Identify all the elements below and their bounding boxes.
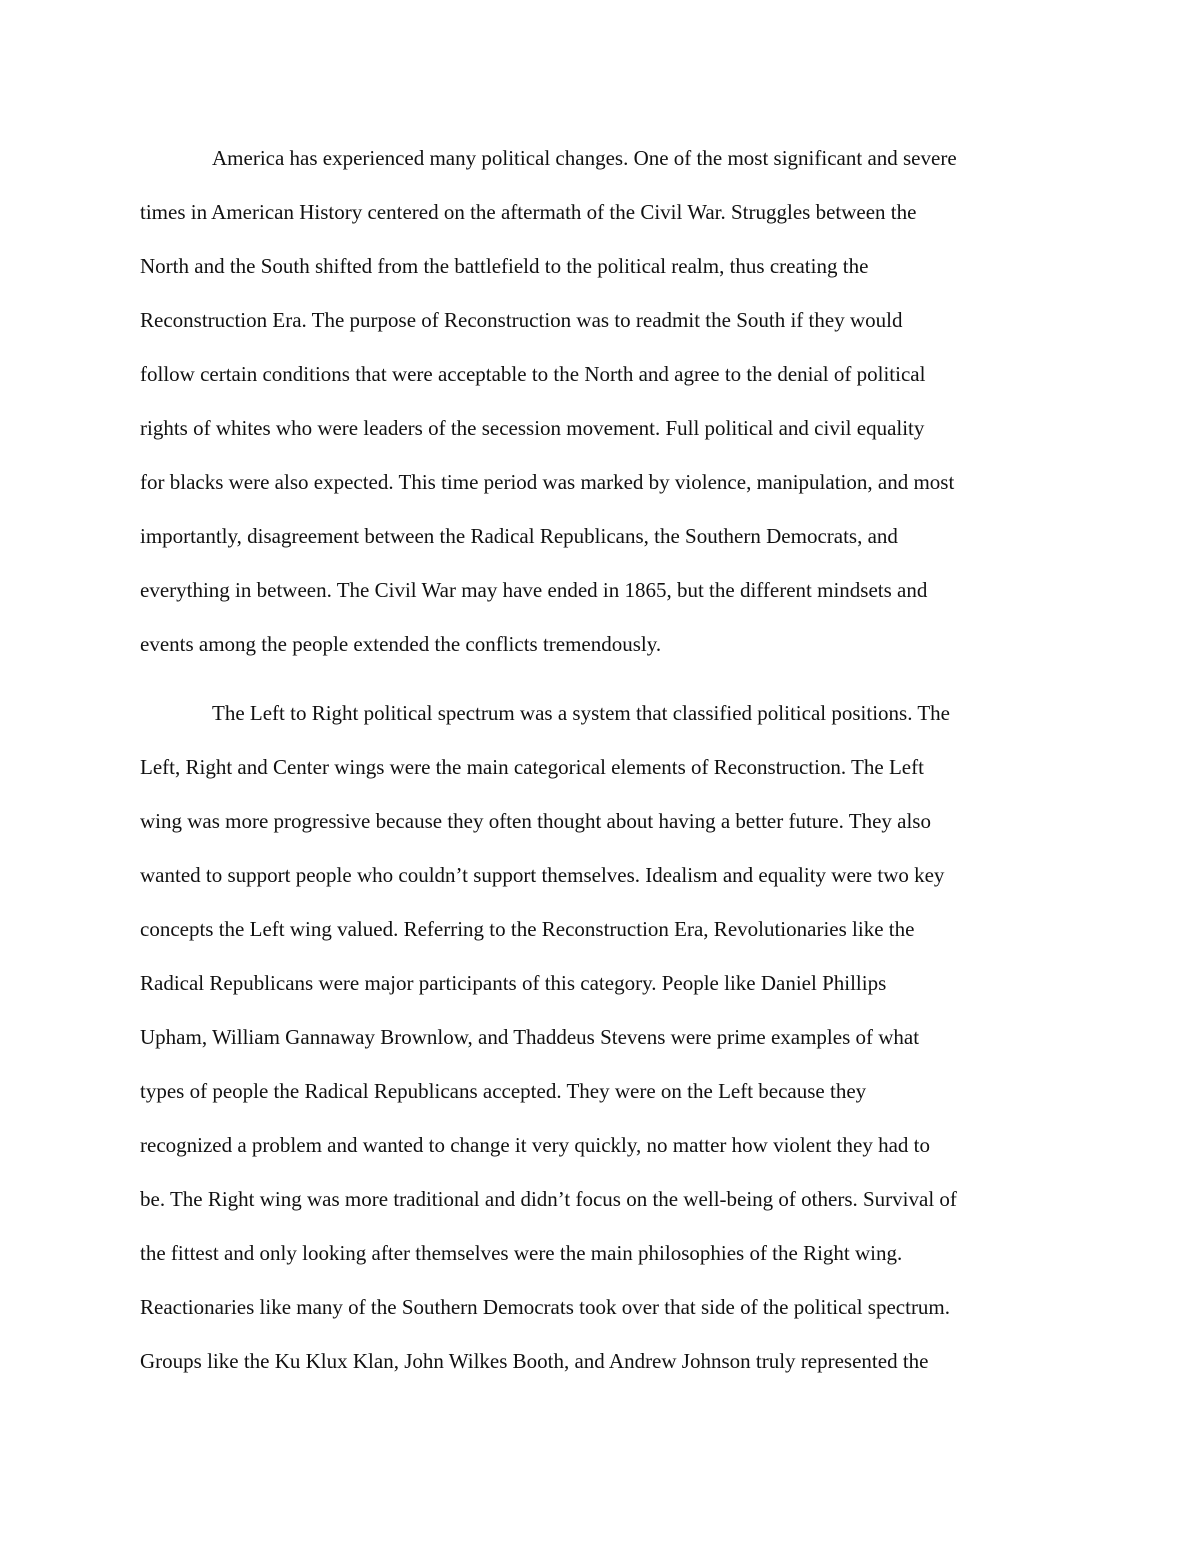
text-line: Radical Republicans were major participants of this category. People like Daniel Phillips [140,971,887,995]
text-line: wing was more progressive because they often thought about having a better future. They also [140,809,931,833]
text-line: the fittest and only looking after themselves were the main philosophies of the Right wing. [140,1241,903,1265]
text-line: recognized a problem and wanted to change it very quickly, no matter how violent they had to [140,1133,930,1157]
text-line: for blacks were also expected. This time period was marked by violence, manipulation, and most [140,470,955,494]
text-line: North and the South shifted from the battlefield to the political realm, thus creating the [140,254,869,278]
text-line: America has experienced many political changes. One of the most significant and severe [212,146,957,170]
text-line: types of people the Radical Republicans accepted. They were on the Left because they [140,1079,867,1103]
paragraph-1 [140,131,1070,671]
text-line: The Left to Right political spectrum was a system that classified political positions. The [212,701,950,725]
text-line: Groups like the Ku Klux Klan, John Wilkes Booth, and Andrew Johnson truly represented the [140,1349,929,1373]
text-line: follow certain conditions that were acceptable to the North and agree to the denial of political [140,362,926,386]
text-line: everything in between. The Civil War may have ended in 1865, but the different mindsets and [140,578,928,602]
text-line: Reactionaries like many of the Southern Democrats took over that side of the political spectrum. [140,1295,951,1319]
text-line: times in American History centered on the aftermath of the Civil War. Struggles between the [140,200,917,224]
text-line: importantly, disagreement between the Radical Republicans, the Southern Democrats, and [140,524,898,548]
text-line: Reconstruction Era. The purpose of Reconstruction was to readmit the South if they would [140,308,903,332]
text-line: Left, Right and Center wings were the main categorical elements of Reconstruction. The Left [140,755,924,779]
text-line: events among the people extended the conflicts tremendously. [140,632,662,656]
text-line: be. The Right wing was more traditional and didn’t focus on the well-being of others. Survival of [140,1187,957,1211]
text-line: rights of whites who were leaders of the secession movement. Full political and civil equality [140,416,925,440]
text-line: concepts the Left wing valued. Referring to the Reconstruction Era, Revolutionaries like the [140,917,915,941]
text-line: Upham, William Gannaway Brownlow, and Thaddeus Stevens were prime examples of what [140,1025,920,1049]
text-line: wanted to support people who couldn’t support themselves. Idealism and equality were two key [140,863,945,887]
paragraph-2 [140,686,1070,1388]
